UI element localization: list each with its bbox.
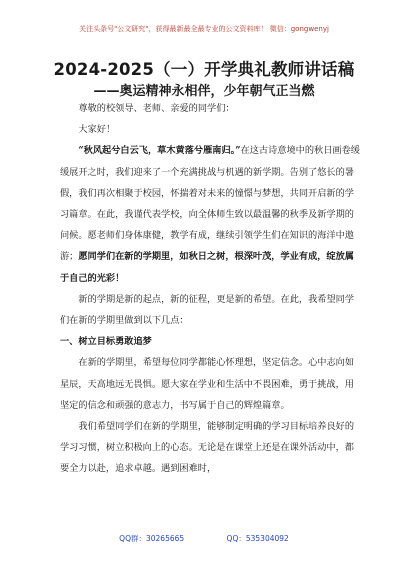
footer-qq: QQ：535304092 xyxy=(226,534,289,543)
greeting: 大家好！ xyxy=(78,124,116,136)
salutation: 尊敬的校领导、老师、亲爱的同学们： xyxy=(78,103,235,114)
page-title: 2024-2025（一）开学典礼教师讲话稿 xyxy=(53,60,355,79)
paragraph-1 xyxy=(60,140,360,288)
paragraph-4: 我们希望同学们在新的学期里，能够制定明确的学习目标培养良好的学习习惯，树立积极向上的心态。无论是在课堂上还是在课外活动中，都要全力以赴，追求卓越。遇到困难时， xyxy=(60,421,355,475)
page-subtitle: ——奥运精神永相伴，少年朝气正当燃 xyxy=(93,84,315,99)
contact-footer xyxy=(0,533,408,544)
footer-qq-group: QQ群：30265665 xyxy=(119,534,185,543)
opening-quote: “秋风起兮白云飞，草木黄落兮雁南归。” xyxy=(78,145,241,157)
paragraph-1-bold-end: 愿同学们在新的学期里，如秋日之树，根深叶茂，学业有成，绽放属于自己的光彩！ xyxy=(60,251,354,284)
section-heading-1: 一、树立目标勇敢追梦 xyxy=(60,336,152,348)
promo-banner: 关注头条号"公文研究"，获得最新最全最专业的公文资料库！ 微信：gongwenyj xyxy=(79,25,329,33)
paragraph-3: 在新的学期里，希望每位同学都能心怀理想，坚定信念。心中志向如星辰，天高地远无畏惧。愿大家在学业和生活中不畏困难，勇于挑战，用坚定的信念和顽强的意志力，书写属于自己的辉煌篇章。 xyxy=(60,357,355,411)
speech-body xyxy=(60,98,360,480)
paragraph-1-text: 在这古诗意境中的秋日画卷缓缓展开之时，我们迎来了一个充满挑战与机遇的新学期。告别了悠长的暑假，我们再次相聚于校园，怀揣着对未来的憧憬与梦想，共同开启新的学习篇章。在此，我谨代表学校，向全体师生致以最温馨的秋季及新学期的问候。愿老师们身体康健，教学有成，继续引领学生们在知识的海洋中遨游； xyxy=(60,145,360,263)
paragraph-2: 新的学期是新的起点，新的征程，更是新的希望。在此，我希望同学们在新的学期里做到以下几点： xyxy=(60,293,355,327)
